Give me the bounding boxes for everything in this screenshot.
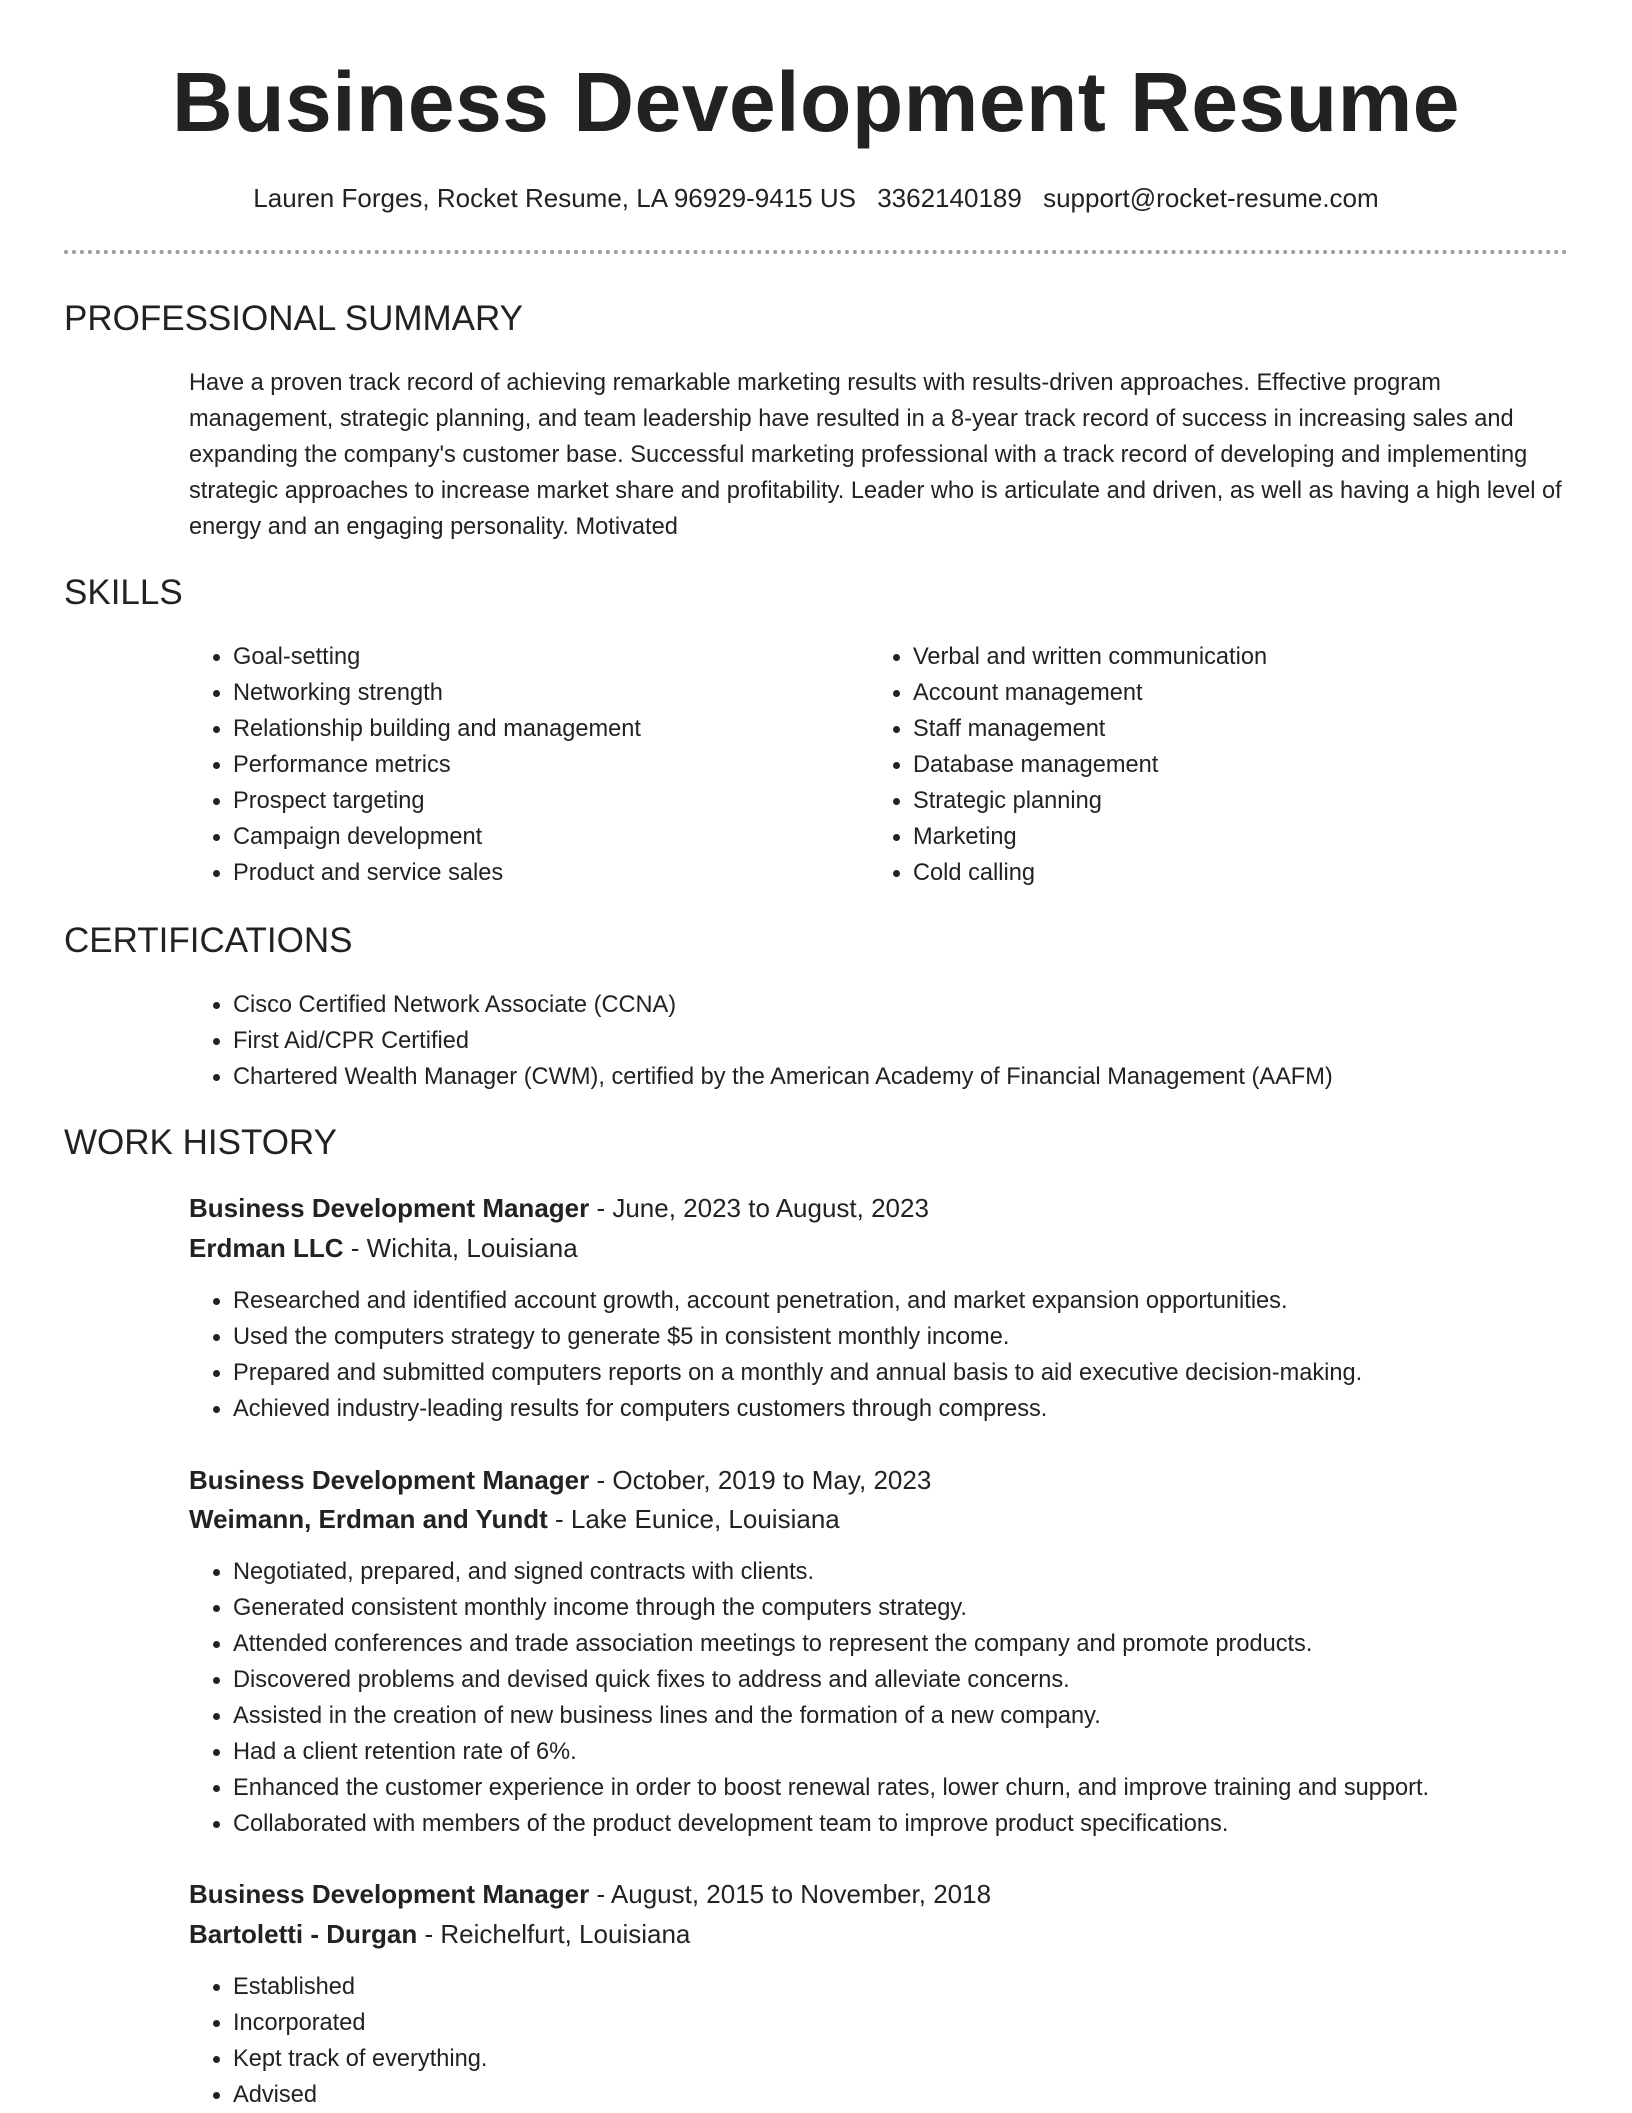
job-role: Business Development Manager: [189, 1879, 590, 1909]
resume-title: Business Development Resume: [172, 55, 1460, 149]
certification-item: • Chartered Wealth Manager (CWM), certified by the American Academy of Financial Management (AAFM): [233, 1059, 1613, 1095]
job-dates: - June, 2023 to August, 2023: [589, 1193, 929, 1223]
job-company-line: [189, 1230, 578, 1266]
skill-item: • Performance metrics: [233, 747, 853, 783]
job-bullet: • Achieved industry-leading results for computers customers through compress.: [233, 1391, 1613, 1427]
skill-item: • Cold calling: [913, 855, 1573, 891]
skill-item: • Verbal and written communication: [913, 639, 1573, 675]
skill-item: • Staff management: [913, 711, 1573, 747]
job-bullet: • Collaborated with members of the product development team to improve product specifications.: [233, 1806, 1613, 1842]
contact-email: support@rocket-resume.com: [1043, 183, 1379, 213]
job-bullet: • Incorporated: [233, 2005, 1613, 2041]
contact-line: [0, 182, 1632, 214]
skill-item: • Account management: [913, 675, 1573, 711]
skill-item: • Relationship building and management: [233, 711, 853, 747]
job-company: Erdman LLC: [189, 1233, 344, 1263]
certification-item: • First Aid/CPR Certified: [233, 1023, 1613, 1059]
job-role: Business Development Manager: [189, 1465, 590, 1495]
job-dates: - October, 2019 to May, 2023: [589, 1465, 932, 1495]
job-bullet: • Prepared and submitted computers reports on a monthly and annual basis to aid executive decision-making.: [233, 1355, 1613, 1391]
job-bullet: • Used the computers strategy to generate $5 in consistent monthly income.: [233, 1319, 1613, 1355]
job-title-line: [189, 1876, 991, 1912]
skill-item: • Database management: [913, 747, 1573, 783]
section-title-work-history: WORK HISTORY: [64, 1123, 337, 1162]
section-title-skills: SKILLS: [64, 573, 183, 612]
job-bullet: • Advised: [233, 2077, 1613, 2113]
job-company-line: [189, 1501, 840, 1537]
job-bullets: [189, 1969, 1613, 2113]
job-bullets: [189, 1554, 1613, 1842]
skill-item: • Networking strength: [233, 675, 853, 711]
job-company: Bartoletti - Durgan: [189, 1919, 418, 1949]
job-dates: - August, 2015 to November, 2018: [589, 1879, 992, 1909]
job-title-line: [189, 1190, 929, 1226]
skill-item: • Campaign development: [233, 819, 853, 855]
job-bullet: • Assisted in the creation of new business lines and the formation of a new company.: [233, 1698, 1613, 1734]
skills-list-right: [869, 639, 1573, 891]
job-bullet: • Attended conferences and trade association meetings to represent the company and promote products.: [233, 1626, 1613, 1662]
skill-item: • Marketing: [913, 819, 1573, 855]
job-bullet: • Discovered problems and devised quick fixes to address and alleviate concerns.: [233, 1662, 1613, 1698]
summary-text: Have a proven track record of achieving remarkable marketing results with results-driven approaches. Effective program management, strategic planning, and team leadership have resulted in a 8-year track record of success in increasing sales and expanding the company's customer base. Successful marketing professional with a track record of developing and implementing strategic approaches to increase market share and profitability. Leader who is articulate and driven, as well as having a high level of energy and an engaging personality. Motivated: [189, 370, 1562, 540]
job-company: Weimann, Erdman and Yundt: [189, 1504, 548, 1534]
job-bullet: • Established: [233, 1969, 1613, 2005]
job-bullets: [189, 1283, 1613, 1427]
job-bullet: • Negotiated, prepared, and signed contracts with clients.: [233, 1554, 1613, 1590]
skill-item: • Goal-setting: [233, 639, 853, 675]
contact-address: Lauren Forges, Rocket Resume, LA 96929-9415 US: [253, 183, 856, 213]
job-location: - Wichita, Louisiana: [343, 1233, 578, 1263]
job-company-line: [189, 1916, 690, 1952]
section-title-summary: PROFESSIONAL SUMMARY: [64, 299, 523, 338]
job-location: - Reichelfurt, Louisiana: [417, 1919, 691, 1949]
job-bullet: • Generated consistent monthly income through the computers strategy.: [233, 1590, 1613, 1626]
skill-item: • Prospect targeting: [233, 783, 853, 819]
job-bullet: • Researched and identified account growth, account penetration, and market expansion opportunities.: [233, 1283, 1613, 1319]
job-location: - Lake Eunice, Louisiana: [547, 1504, 840, 1534]
job-bullet: • Enhanced the customer experience in order to boost renewal rates, lower churn, and improve training and support.: [233, 1770, 1613, 1806]
job-role: Business Development Manager: [189, 1193, 590, 1223]
skill-item: • Product and service sales: [233, 855, 853, 891]
job-bullet: • Had a client retention rate of 6%.: [233, 1734, 1613, 1770]
skills-list-left: [189, 639, 853, 891]
job-title-line: [189, 1462, 931, 1498]
certifications-list: [189, 987, 1613, 1095]
certification-item: • Cisco Certified Network Associate (CCNA): [233, 987, 1613, 1023]
section-title-certifications: CERTIFICATIONS: [64, 921, 353, 960]
contact-phone: 3362140189: [877, 183, 1022, 213]
job-bullet: • Kept track of everything.: [233, 2041, 1613, 2077]
header-divider: [64, 250, 1568, 254]
skill-item: • Strategic planning: [913, 783, 1573, 819]
